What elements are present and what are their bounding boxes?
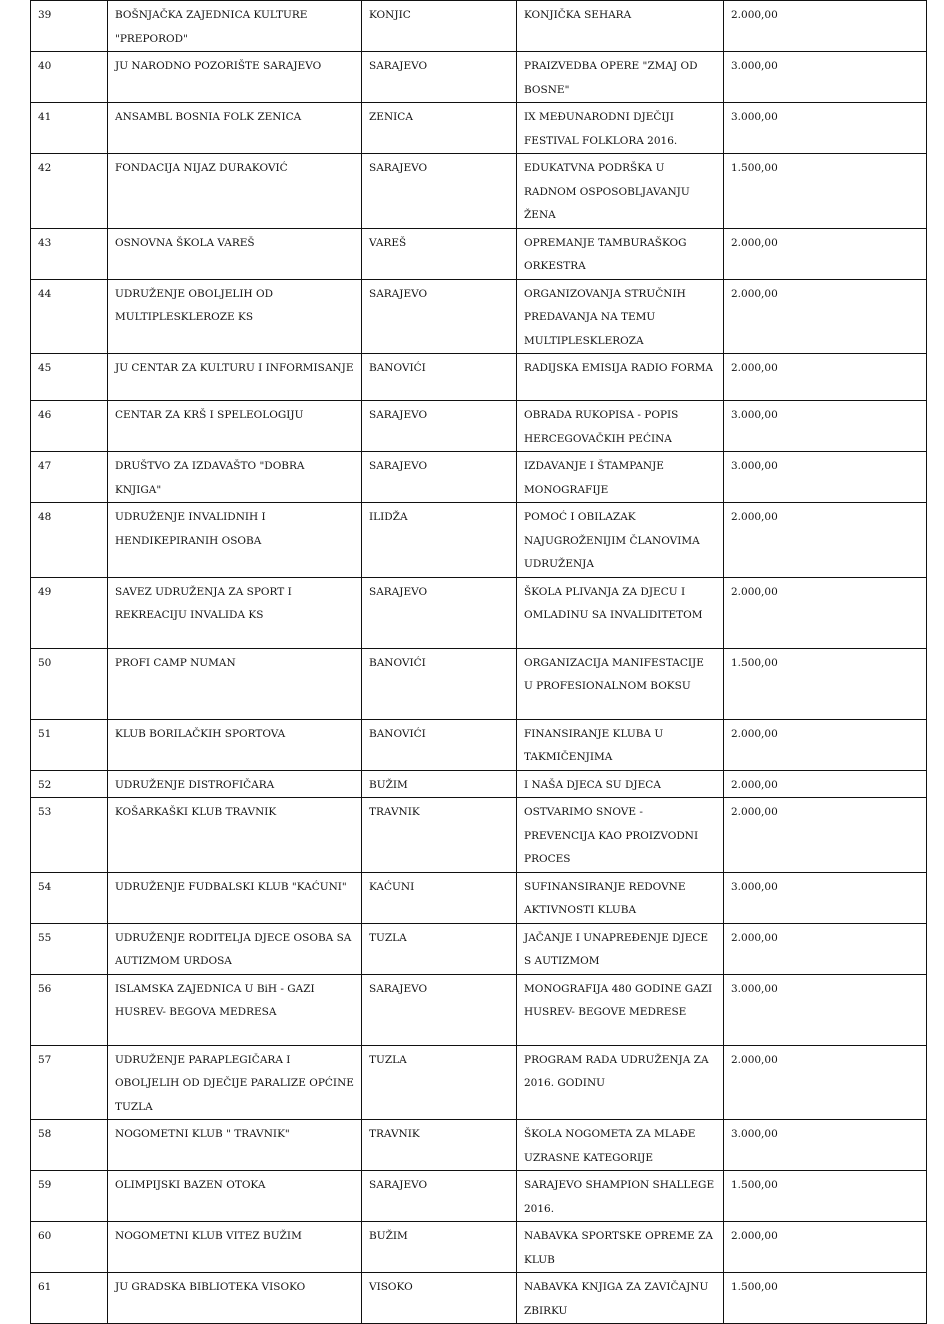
table-row [31, 770, 927, 798]
project-cell: NABAVKA SPORTSKE OPREME ZA KLUB [517, 1222, 724, 1273]
city-cell: SARAJEVO [362, 577, 517, 648]
city-cell: ILIDŽA [362, 503, 517, 578]
city-cell: BANOVIĆI [362, 354, 517, 401]
city-cell: SARAJEVO [362, 154, 517, 229]
city-cell: KAĆUNI [362, 872, 517, 923]
row-number-cell: 41 [31, 103, 108, 154]
table-row [31, 52, 927, 103]
row-number-cell: 57 [31, 1045, 108, 1120]
amount-cell: 1.500,00 [724, 648, 927, 719]
amount-cell: 2.000,00 [724, 228, 927, 279]
table-row [31, 279, 927, 354]
row-number-cell: 53 [31, 798, 108, 873]
city-cell: TUZLA [362, 1045, 517, 1120]
project-cell: PRAIZVEDBA OPERE "ZMAJ OD BOSNE" [517, 52, 724, 103]
project-cell: ORGANIZACIJA MANIFESTACIJE U PROFESIONALNOM BOKSU [517, 648, 724, 719]
city-cell: BANOVIĆI [362, 648, 517, 719]
amount-cell: 2.000,00 [724, 279, 927, 354]
city-cell: TRAVNIK [362, 798, 517, 873]
table-row [31, 1273, 927, 1324]
project-cell: OPREMANJE TAMBURAŠKOG ORKESTRA [517, 228, 724, 279]
row-number-cell: 46 [31, 401, 108, 452]
city-cell: SARAJEVO [362, 401, 517, 452]
table-row [31, 228, 927, 279]
amount-cell: 1.500,00 [724, 1273, 927, 1324]
row-number-cell: 56 [31, 974, 108, 1045]
project-cell: EDUKATVNA PODRŠKA U RADNOM OSPOSOBLJAVANJU ŽENA [517, 154, 724, 229]
amount-cell: 3.000,00 [724, 401, 927, 452]
amount-cell: 1.500,00 [724, 1171, 927, 1222]
amount-cell: 2.000,00 [724, 354, 927, 401]
organization-cell: CENTAR ZA KRŠ I SPELEOLOGIJU [108, 401, 362, 452]
city-cell: KONJIC [362, 1, 517, 52]
amount-cell: 1.500,00 [724, 154, 927, 229]
table-row [31, 503, 927, 578]
row-number-cell: 47 [31, 452, 108, 503]
amount-cell: 2.000,00 [724, 577, 927, 648]
row-number-cell: 45 [31, 354, 108, 401]
amount-cell: 2.000,00 [724, 719, 927, 770]
row-number-cell: 59 [31, 1171, 108, 1222]
amount-cell: 2.000,00 [724, 770, 927, 798]
amount-cell: 3.000,00 [724, 452, 927, 503]
organization-cell: DRUŠTVO ZA IZDAVAŠTO "DOBRA KNJIGA" [108, 452, 362, 503]
city-cell: SARAJEVO [362, 452, 517, 503]
project-cell: PROGRAM RADA UDRUŽENJA ZA 2016. GODINU [517, 1045, 724, 1120]
table-row [31, 1, 927, 52]
city-cell: SARAJEVO [362, 1171, 517, 1222]
organization-cell: KLUB BORILAČKIH SPORTOVA [108, 719, 362, 770]
row-number-cell: 43 [31, 228, 108, 279]
project-cell: FINANSIRANJE KLUBA U TAKMIČENJIMA [517, 719, 724, 770]
table-row [31, 923, 927, 974]
city-cell: SARAJEVO [362, 974, 517, 1045]
row-number-cell: 40 [31, 52, 108, 103]
row-number-cell: 61 [31, 1273, 108, 1324]
organization-cell: PROFI CAMP NUMAN [108, 648, 362, 719]
grants-table [30, 0, 927, 1324]
table-row [31, 974, 927, 1045]
organization-cell: FONDACIJA NIJAZ DURAKOVIĆ [108, 154, 362, 229]
row-number-cell: 55 [31, 923, 108, 974]
project-cell: NABAVKA KNJIGA ZA ZAVIČAJNU ZBIRKU [517, 1273, 724, 1324]
project-cell: SUFINANSIRANJE REDOVNE AKTIVNOSTI KLUBA [517, 872, 724, 923]
project-cell: RADIJSKA EMISIJA RADIO FORMA [517, 354, 724, 401]
table-row [31, 1222, 927, 1273]
amount-cell: 3.000,00 [724, 1120, 927, 1171]
table-row [31, 1171, 927, 1222]
table-row [31, 1120, 927, 1171]
row-number-cell: 48 [31, 503, 108, 578]
organization-cell: UDRUŽENJE FUDBALSKI KLUB "KAĆUNI" [108, 872, 362, 923]
table-row [31, 452, 927, 503]
city-cell: SARAJEVO [362, 279, 517, 354]
project-cell: SARAJEVO SHAMPION SHALLEGE 2016. [517, 1171, 724, 1222]
amount-cell: 3.000,00 [724, 974, 927, 1045]
city-cell: BUŽIM [362, 1222, 517, 1273]
organization-cell: UDRUŽENJE INVALIDNIH I HENDIKEPIRANIH OSOBA [108, 503, 362, 578]
row-number-cell: 49 [31, 577, 108, 648]
table-row [31, 872, 927, 923]
organization-cell: JU GRADSKA BIBLIOTEKA VISOKO [108, 1273, 362, 1324]
amount-cell: 2.000,00 [724, 1045, 927, 1120]
amount-cell: 3.000,00 [724, 52, 927, 103]
project-cell: JAČANJE I UNAPREĐENJE DJECE S AUTIZMOM [517, 923, 724, 974]
city-cell: VISOKO [362, 1273, 517, 1324]
table-row [31, 354, 927, 401]
organization-cell: SAVEZ UDRUŽENJA ZA SPORT I REKREACIJU INVALIDA KS [108, 577, 362, 648]
amount-cell: 2.000,00 [724, 1222, 927, 1273]
organization-cell: JU NARODNO POZORIŠTE SARAJEVO [108, 52, 362, 103]
table-row [31, 154, 927, 229]
organization-cell: OLIMPIJSKI BAZEN OTOKA [108, 1171, 362, 1222]
city-cell: TRAVNIK [362, 1120, 517, 1171]
amount-cell: 3.000,00 [724, 103, 927, 154]
city-cell: ZENICA [362, 103, 517, 154]
organization-cell: UDRUŽENJE RODITELJA DJECE OSOBA SA AUTIZMOM URDOSA [108, 923, 362, 974]
organization-cell: OSNOVNA ŠKOLA VAREŠ [108, 228, 362, 279]
project-cell: I NAŠA DJECA SU DJECA [517, 770, 724, 798]
organization-cell: ANSAMBL BOSNIA FOLK ZENICA [108, 103, 362, 154]
row-number-cell: 51 [31, 719, 108, 770]
amount-cell: 2.000,00 [724, 503, 927, 578]
city-cell: BANOVIĆI [362, 719, 517, 770]
organization-cell: UDRUŽENJE OBOLJELIH OD MULTIPLESKLEROZE KS [108, 279, 362, 354]
amount-cell: 2.000,00 [724, 1, 927, 52]
organization-cell: ISLAMSKA ZAJEDNICA U BiH - GAZI HUSREV- BEGOVA MEDRESA [108, 974, 362, 1045]
city-cell: TUZLA [362, 923, 517, 974]
row-number-cell: 58 [31, 1120, 108, 1171]
row-number-cell: 44 [31, 279, 108, 354]
amount-cell: 2.000,00 [724, 798, 927, 873]
table-row [31, 719, 927, 770]
organization-cell: UDRUŽENJE PARAPLEGIČARA I OBOLJELIH OD DJEČIJE PARALIZE OPĆINE TUZLA [108, 1045, 362, 1120]
organization-cell: BOŠNJAČKA ZAJEDNICA KULTURE "PREPOROD" [108, 1, 362, 52]
city-cell: BUŽIM [362, 770, 517, 798]
row-number-cell: 52 [31, 770, 108, 798]
row-number-cell: 54 [31, 872, 108, 923]
project-cell: KONJIČKA SEHARA [517, 1, 724, 52]
table-row [31, 798, 927, 873]
grants-table-body [31, 1, 927, 1324]
project-cell: IZDAVANJE I ŠTAMPANJE MONOGRAFIJE [517, 452, 724, 503]
amount-cell: 2.000,00 [724, 923, 927, 974]
row-number-cell: 42 [31, 154, 108, 229]
project-cell: ORGANIZOVANJA STRUČNIH PREDAVANJA NA TEMU MULTIPLESKLEROZA [517, 279, 724, 354]
organization-cell: NOGOMETNI KLUB VITEZ BUŽIM [108, 1222, 362, 1273]
table-row [31, 401, 927, 452]
project-cell: POMOĆ I OBILAZAK NAJUGROŽENIJIM ČLANOVIMA UDRUŽENJA [517, 503, 724, 578]
table-row [31, 648, 927, 719]
organization-cell: NOGOMETNI KLUB " TRAVNIK" [108, 1120, 362, 1171]
organization-cell: JU CENTAR ZA KULTURU I INFORMISANJE [108, 354, 362, 401]
table-row [31, 103, 927, 154]
project-cell: OSTVARIMO SNOVE - PREVENCIJA KAO PROIZVODNI PROCES [517, 798, 724, 873]
project-cell: OBRADA RUKOPISA - POPIS HERCEGOVAČKIH PEĆINA [517, 401, 724, 452]
project-cell: MONOGRAFIJA 480 GODINE GAZI HUSREV- BEGOVE MEDRESE [517, 974, 724, 1045]
project-cell: IX MEĐUNARODNI DJEČIJI FESTIVAL FOLKLORA 2016. [517, 103, 724, 154]
row-number-cell: 60 [31, 1222, 108, 1273]
city-cell: VAREŠ [362, 228, 517, 279]
organization-cell: KOŠARKAŠKI KLUB TRAVNIK [108, 798, 362, 873]
city-cell: SARAJEVO [362, 52, 517, 103]
table-row [31, 1045, 927, 1120]
table-row [31, 577, 927, 648]
organization-cell: UDRUŽENJE DISTROFIČARA [108, 770, 362, 798]
row-number-cell: 39 [31, 1, 108, 52]
project-cell: ŠKOLA PLIVANJA ZA DJECU I OMLADINU SA INVALIDITETOM [517, 577, 724, 648]
row-number-cell: 50 [31, 648, 108, 719]
amount-cell: 3.000,00 [724, 872, 927, 923]
project-cell: ŠKOLA NOGOMETA ZA MLAĐE UZRASNE KATEGORIJE [517, 1120, 724, 1171]
